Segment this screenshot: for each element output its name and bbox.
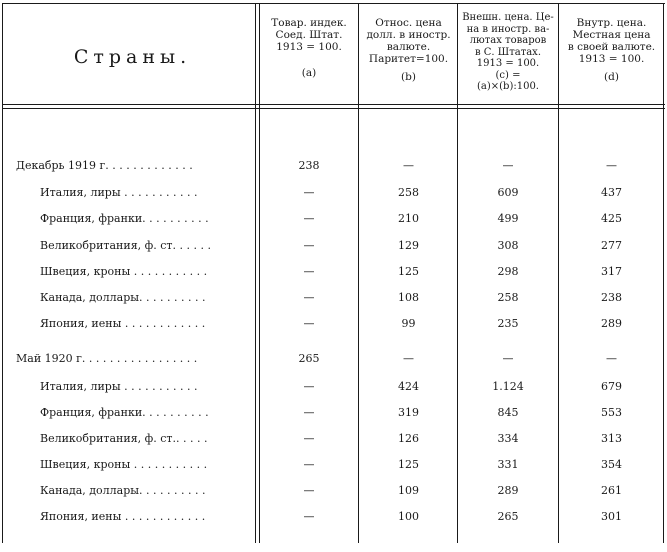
cell-a: — xyxy=(303,484,315,497)
cell-d: — xyxy=(606,352,617,365)
cell-a: — xyxy=(303,317,315,330)
header-col-b xyxy=(361,17,456,83)
header-col-d-line: Внутр. цена. xyxy=(576,17,647,29)
cell-c: 298 xyxy=(497,265,519,278)
row-label: Великобритания, ф. ст.. . . . . xyxy=(40,432,208,445)
header-col-d-line: в своей валюте. xyxy=(567,41,656,53)
cell-a: 238 xyxy=(298,159,320,172)
header-col-d-line: 1913 = 100. xyxy=(578,53,645,65)
cell-b: 319 xyxy=(398,406,419,419)
group-row-may-1920 xyxy=(0,349,667,369)
cell-a: 265 xyxy=(298,352,320,365)
countries-header: Страны. xyxy=(73,46,192,68)
header-col-b-line: валюте. xyxy=(386,41,431,53)
cell-b: 129 xyxy=(398,239,419,252)
row-label: Италия, лиры . . . . . . . . . . . xyxy=(40,186,198,199)
cell-b: — xyxy=(403,352,414,365)
cell-d: 317 xyxy=(601,265,622,278)
cell-a: — xyxy=(303,510,315,523)
table-row xyxy=(0,183,667,203)
row-label: Май 1920 г. . . . . . . . . . . . . . . . . xyxy=(16,352,198,365)
header-rule-1 xyxy=(2,104,665,105)
cell-b: 126 xyxy=(398,432,419,445)
top-rule xyxy=(2,3,665,4)
cell-c: 265 xyxy=(497,510,519,523)
header-col-c xyxy=(459,12,557,93)
table-row xyxy=(0,262,667,282)
table-row xyxy=(0,455,667,475)
header-col-a xyxy=(262,17,356,79)
cell-c: 1.124 xyxy=(492,380,524,393)
group-row-december-1919 xyxy=(0,156,667,176)
cell-a: — xyxy=(303,291,315,304)
row-label: Великобритания, ф. ст. . . . . . xyxy=(40,239,211,252)
cell-b: 99 xyxy=(401,317,416,330)
cell-b: 125 xyxy=(398,265,419,278)
cell-d: 313 xyxy=(601,432,622,445)
header-col-a-line: 1913 = 100. xyxy=(276,41,342,53)
cell-a: — xyxy=(303,186,315,199)
header-col-b-line: Относ. цена xyxy=(375,17,442,29)
row-label: Франция, франки. . . . . . . . . . xyxy=(40,406,209,419)
cell-a: — xyxy=(303,432,315,445)
header-col-d xyxy=(561,17,662,83)
table-row xyxy=(0,481,667,501)
table-row xyxy=(0,429,667,449)
cell-d: 238 xyxy=(601,291,622,304)
cell-a: — xyxy=(303,380,315,393)
header-col-a-line: Товар. индек. xyxy=(271,17,347,29)
row-label: Канада, доллары. . . . . . . . . . xyxy=(40,291,206,304)
cell-c: 609 xyxy=(497,186,519,199)
cell-d: 301 xyxy=(601,510,622,523)
cell-b: 424 xyxy=(398,380,419,393)
cell-c: 499 xyxy=(497,212,519,225)
cell-d: 437 xyxy=(601,186,622,199)
cell-d: 679 xyxy=(601,380,622,393)
table-row xyxy=(0,236,667,256)
table-row xyxy=(0,377,667,397)
header-col-b-letter: (b) xyxy=(401,71,416,83)
table-row xyxy=(0,209,667,229)
header-col-c-line: (c) = xyxy=(495,69,521,81)
cell-a: — xyxy=(303,406,315,419)
header-col-c-line: 1913 = 100. xyxy=(476,58,540,69)
cell-d: 425 xyxy=(601,212,622,225)
cell-c: — xyxy=(502,352,514,365)
cell-c: 289 xyxy=(497,484,519,497)
row-label: Канада, доллары. . . . . . . . . . xyxy=(40,484,206,497)
header-col-c-line: Внешн. цена. Це- xyxy=(462,12,554,23)
table-row xyxy=(0,288,667,308)
cell-b: 100 xyxy=(398,510,419,523)
cell-c: 235 xyxy=(497,317,519,330)
row-label: Декабрь 1919 г. . . . . . . . . . . . . xyxy=(16,159,193,172)
header-col-c-line: на в иностр. ва- xyxy=(466,23,550,35)
header-col-c-line: в С. Штатах. xyxy=(474,46,542,58)
row-label: Швеция, кроны . . . . . . . . . . . xyxy=(40,265,208,278)
cell-b: 125 xyxy=(398,458,419,471)
cell-c: — xyxy=(502,159,514,172)
cell-a: — xyxy=(303,265,315,278)
cell-a: — xyxy=(303,458,315,471)
header-col-c-line: лютах товаров xyxy=(469,35,547,46)
table-row xyxy=(0,403,667,423)
header-col-a-letter: (a) xyxy=(301,67,317,79)
cell-b: 210 xyxy=(398,212,419,225)
cell-a: — xyxy=(303,212,315,225)
table-row xyxy=(0,507,667,527)
cell-d: 277 xyxy=(601,239,622,252)
header-rule-2 xyxy=(2,108,665,109)
header-col-d-line: Местная цена xyxy=(572,29,651,41)
header-col-c-line: (a)×(b):100. xyxy=(477,81,539,92)
cell-b: 109 xyxy=(398,484,419,497)
header-col-b-line: долл. в иностр. xyxy=(366,29,451,41)
cell-b: 258 xyxy=(398,186,419,199)
cell-d: 354 xyxy=(601,458,622,471)
row-label: Швеция, кроны . . . . . . . . . . . xyxy=(40,458,208,471)
cell-c: 308 xyxy=(497,239,519,252)
row-label: Франция, франки. . . . . . . . . . xyxy=(40,212,209,225)
cell-c: 845 xyxy=(497,406,519,419)
cell-d: 261 xyxy=(601,484,622,497)
cell-b: 108 xyxy=(398,291,419,304)
header-col-a-line: Соед. Штат. xyxy=(275,29,343,41)
header-col-d-letter: (d) xyxy=(604,71,619,83)
cell-d: 289 xyxy=(601,317,622,330)
cell-d: — xyxy=(606,159,617,172)
cell-c: 331 xyxy=(497,458,519,471)
cell-a: — xyxy=(303,239,315,252)
row-label: Япония, иены . . . . . . . . . . . . xyxy=(40,317,206,330)
cell-b: — xyxy=(403,159,414,172)
row-label: Япония, иены . . . . . . . . . . . . xyxy=(40,510,206,523)
table-row xyxy=(0,314,667,334)
cell-c: 258 xyxy=(497,291,519,304)
header-col-b-line: Паритет=100. xyxy=(368,53,449,65)
row-label: Италия, лиры . . . . . . . . . . . xyxy=(40,380,198,393)
cell-d: 553 xyxy=(601,406,622,419)
cell-c: 334 xyxy=(497,432,519,445)
